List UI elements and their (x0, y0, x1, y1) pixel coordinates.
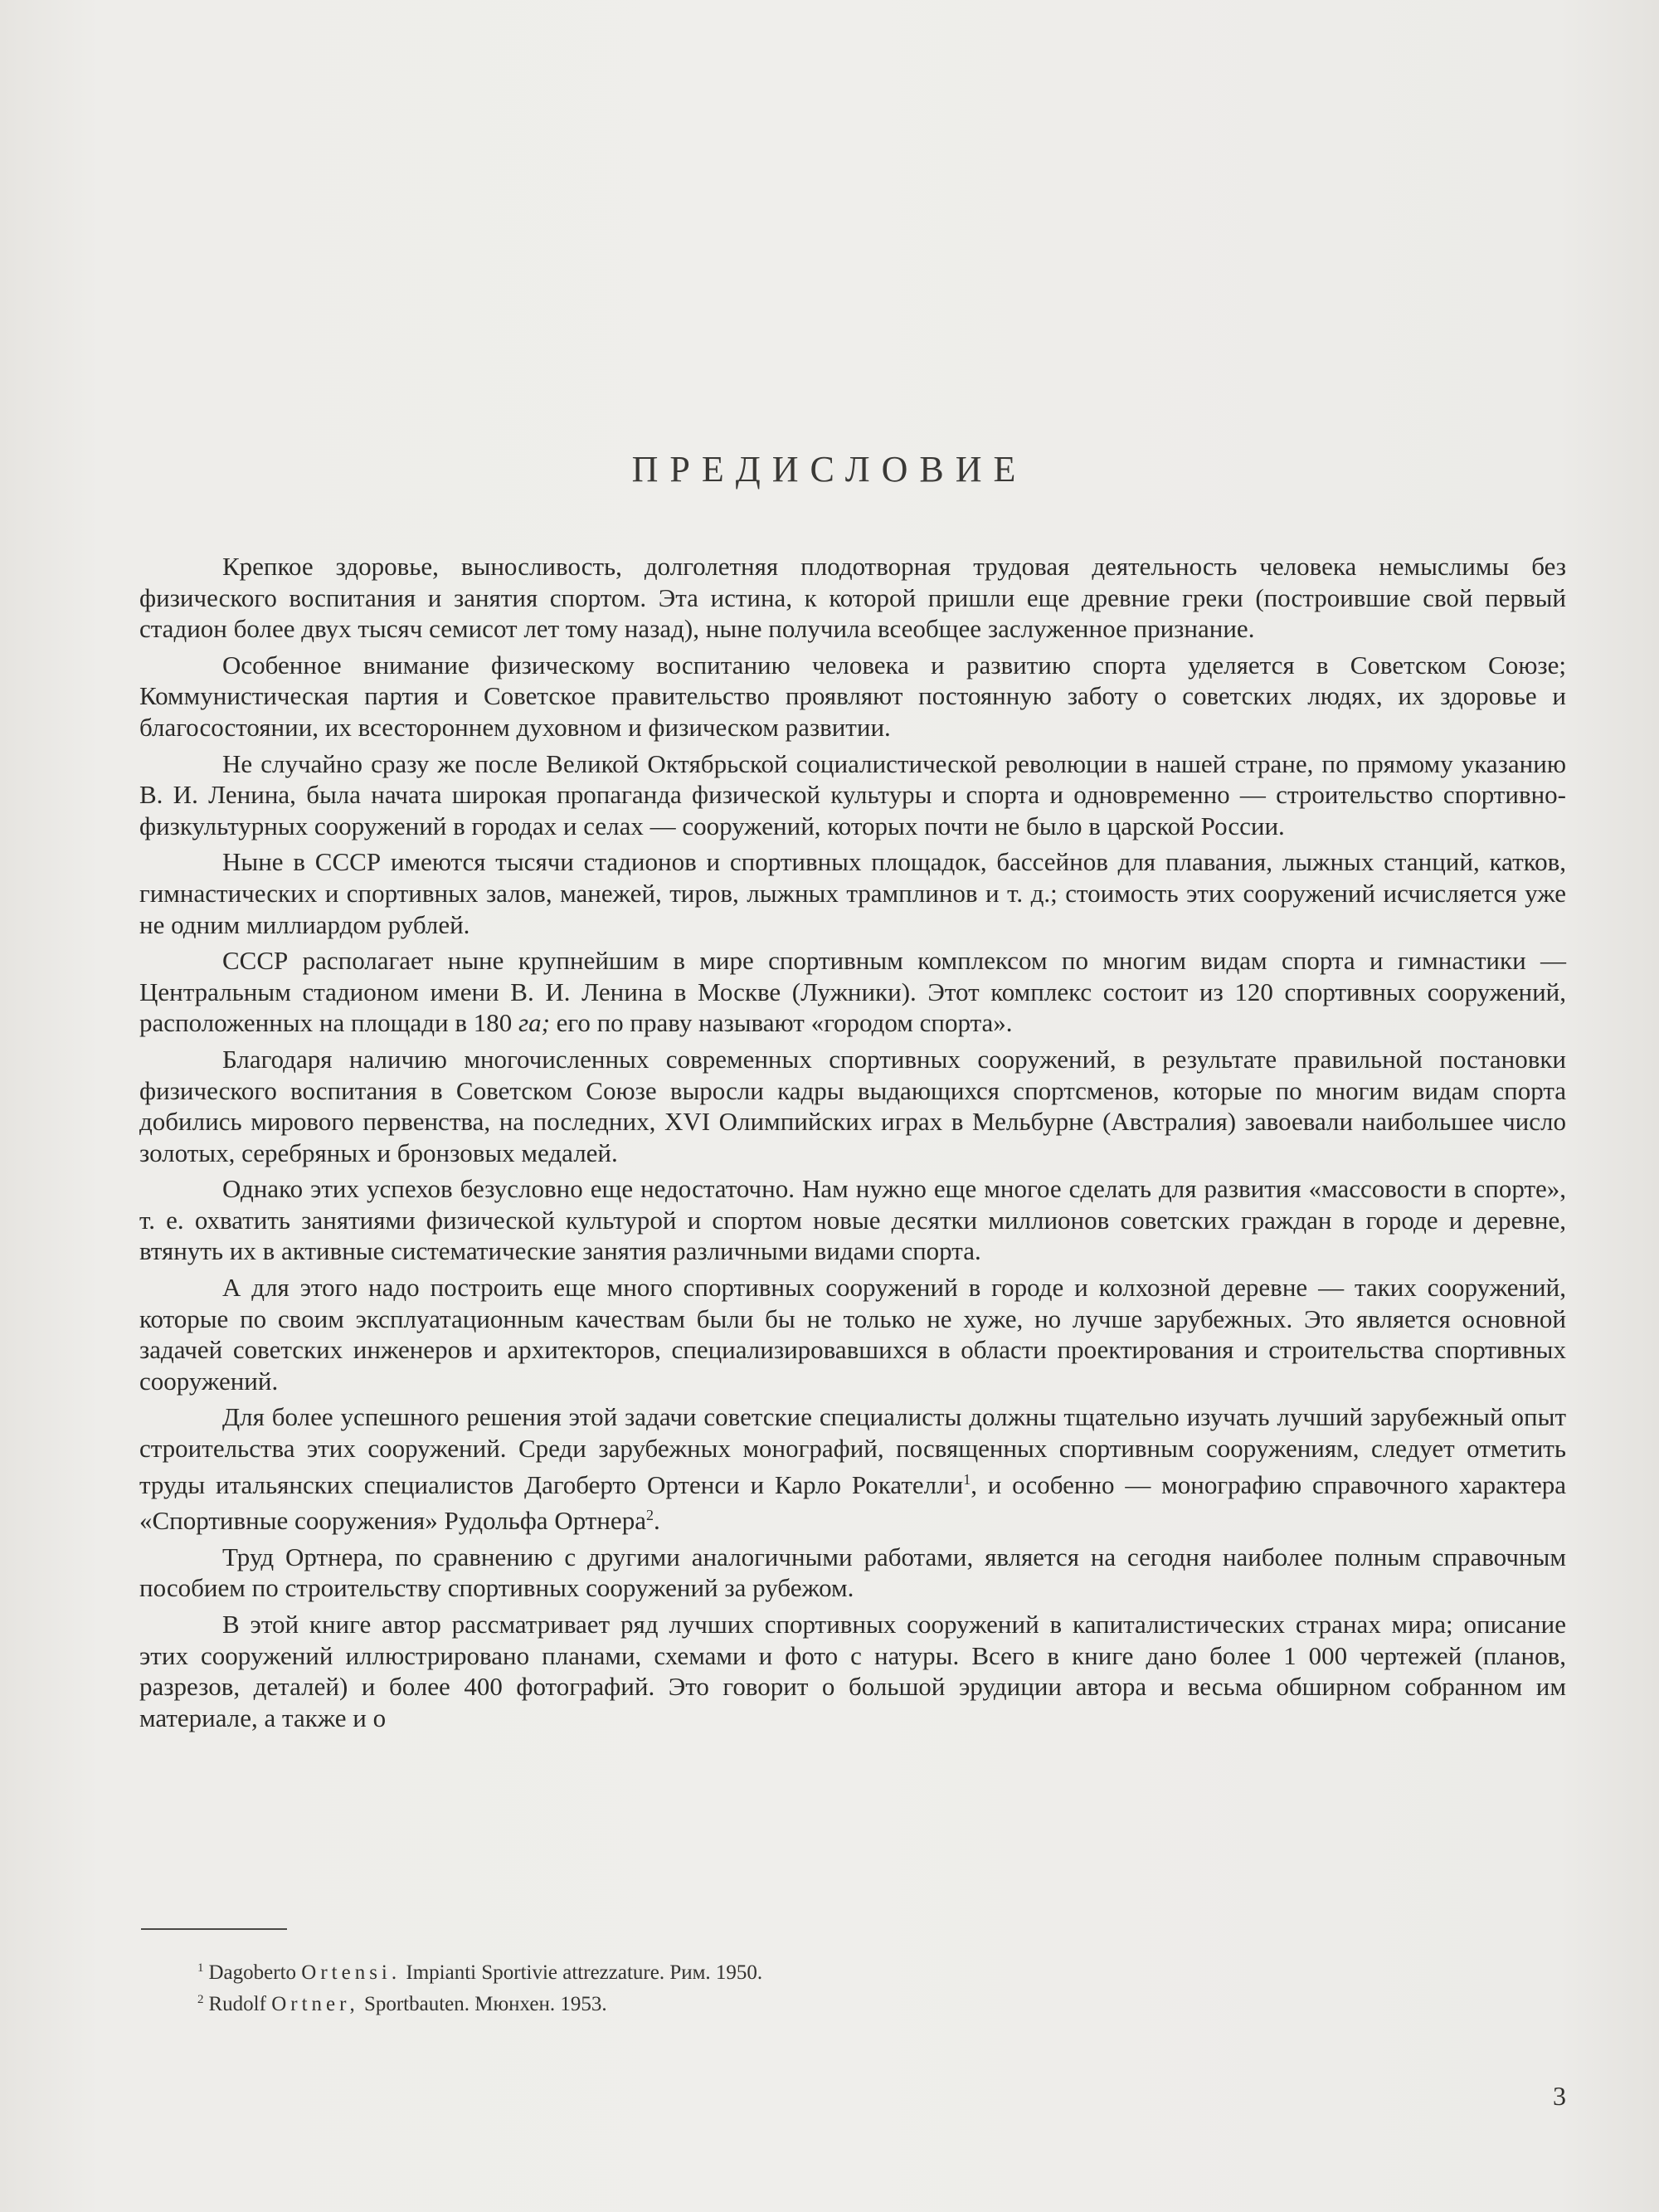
footnote-1 (197, 1955, 1442, 1986)
paragraph (139, 945, 1566, 1039)
area-unit: га; (518, 1008, 550, 1038)
preface-body (139, 551, 1566, 1733)
paragraph: Не случайно сразу же после Великой Октябрьской социалистической революции в нашей стране, по прямому указанию В. И. Ленина, была начата широкая пропаганда физической культуры и спорта и одновременно — строительство спортивно-физкультурных сооружений в городах и селах — сооружений, которых почти не было в царской России. (139, 748, 1566, 840)
footnote-author-first: Rudolf (208, 1993, 266, 2015)
footnote-text: Impianti Sportivie attrezzature. Рим. 1950. (406, 1961, 763, 1984)
footnote-text: Sportbauten. Мюнхен. 1953. (363, 1993, 607, 2015)
paragraph: Особенное внимание физическому воспитанию человека и развитию спорта уделяется в Советском Союзе; Коммунистическая партия и Советское правительство проявляют постоянную заботу о советских людях, их здоровье и благосостоянии, их всестороннем духовном и физическом развитии. (139, 650, 1566, 742)
footnote-author-first: Dagoberto (208, 1961, 297, 1984)
paragraph-text: , и особенно — монографию справочного характера «Спортивные сооружения» Рудольфа Ортнера (139, 1469, 1567, 1536)
footnote-author-last: Ortner, (271, 1993, 359, 2015)
page-title: ПРЕДИСЛОВИЕ (631, 449, 1028, 490)
paragraph-text: . (653, 1506, 660, 1536)
paragraph: Благодаря наличию многочисленных современных спортивных сооружений, в результате правильной постановки физического воспитания в Советском Союзе выросли кадры выдающихся спортсменов, которые по многим видам спорта добились мирового первенства, на последних, XVI Олимпийских играх в Мельбурне (Австралия) завоевали наибольшее число золотых, серебряных и бронзовых медалей. (139, 1044, 1566, 1167)
paragraph-text: Для более успешного решения этой задачи советские специалисты должны тщательно изучать лучший зарубежный опыт строительства этих сооружений. Среди зарубежных монографий, посвященных спортивным сооружениям, следует отметить труды итальянских специалистов Дагоберто Ортенси и Карло Рокателли (139, 1402, 1566, 1499)
footnote-mark: 2 (197, 1993, 204, 2006)
paragraph: В этой книге автор рассматривает ряд лучших спортивных сооружений в капиталистических странах мира; описание этих сооружений иллюстрировано планами, схемами и фото с натуры. Всего в книге дано более 1 000 чертежей (планов, разрезов, деталей) и более 400 фотографий. Это говорит о большой эрудиции автора и весьма обширном собранном им материале, а также и о (139, 1610, 1566, 1732)
paragraph: Крепкое здоровье, выносливость, долголетняя плодотворная трудовая деятельность человека немыслимы без физического воспитания и занятия спортом. Эта истина, к которой пришли еще древние греки (построившие свой первый стадион более двух тысяч семисот лет тому назад), ныне получила всеобщее заслуженное признание. (139, 552, 1566, 644)
paragraph-text: СССР располагает ныне крупнейшим в мире спортивным комплексом по многим видам спорта и гимнастики — Центральным стадионом имени В. И. Ленина в Москве (Лужники). Этот комплекс состоит из 120 спортивных сооружений, расположенных на площади в 180 (139, 946, 1566, 1038)
paragraph (139, 1401, 1566, 1536)
footnote-divider (141, 1928, 287, 1930)
paragraph: А для этого надо построить еще много спортивных сооружений в городе и колхозной деревне — таких сооружений, которые по своим эксплуатационным качествам были бы не только не хуже, но лучше зарубежных. Это является основной задачей советских инженеров и архитекторов, специализировавшихся в области проектирования и строительства спортивных сооружений. (139, 1273, 1566, 1396)
footnotes (197, 1955, 1442, 2018)
footnote-ref-2[interactable]: 2 (645, 1507, 654, 1524)
footnote-author-last: Ortensi. (301, 1961, 401, 1984)
paragraph: Однако этих успехов безусловно еще недостаточно. Нам нужно еще многое сделать для развития «массовости в спорте», т. е. охватить занятиями физической культурой и спортом новые десятки миллионов советских граждан в городе и деревне, втянуть их в активные систематические занятия различными видами спорта. (139, 1174, 1566, 1266)
paragraph: Труд Ортнера, по сравнению с другими аналогичными работами, является на сегодня наиболее полным справочным пособием по строительству спортивных сооружений за рубежом. (139, 1542, 1566, 1603)
page-number: 3 (1553, 2081, 1566, 2111)
footnote-mark: 1 (197, 1961, 204, 1975)
paragraph-text: его по праву называют «городом спорта». (549, 1008, 1013, 1038)
footnote-ref-1[interactable]: 1 (963, 1470, 971, 1488)
paragraph: Ныне в СССР имеются тысячи стадионов и спортивных площадок, бассейнов для плавания, лыжных станций, катков, гимнастических и спортивных залов, манежей, тиров, лыжных трамплинов и т. д.; стоимость этих сооружений исчисляется уже не одним миллиардом рублей. (139, 847, 1566, 939)
footnote-2 (197, 1986, 1442, 2018)
